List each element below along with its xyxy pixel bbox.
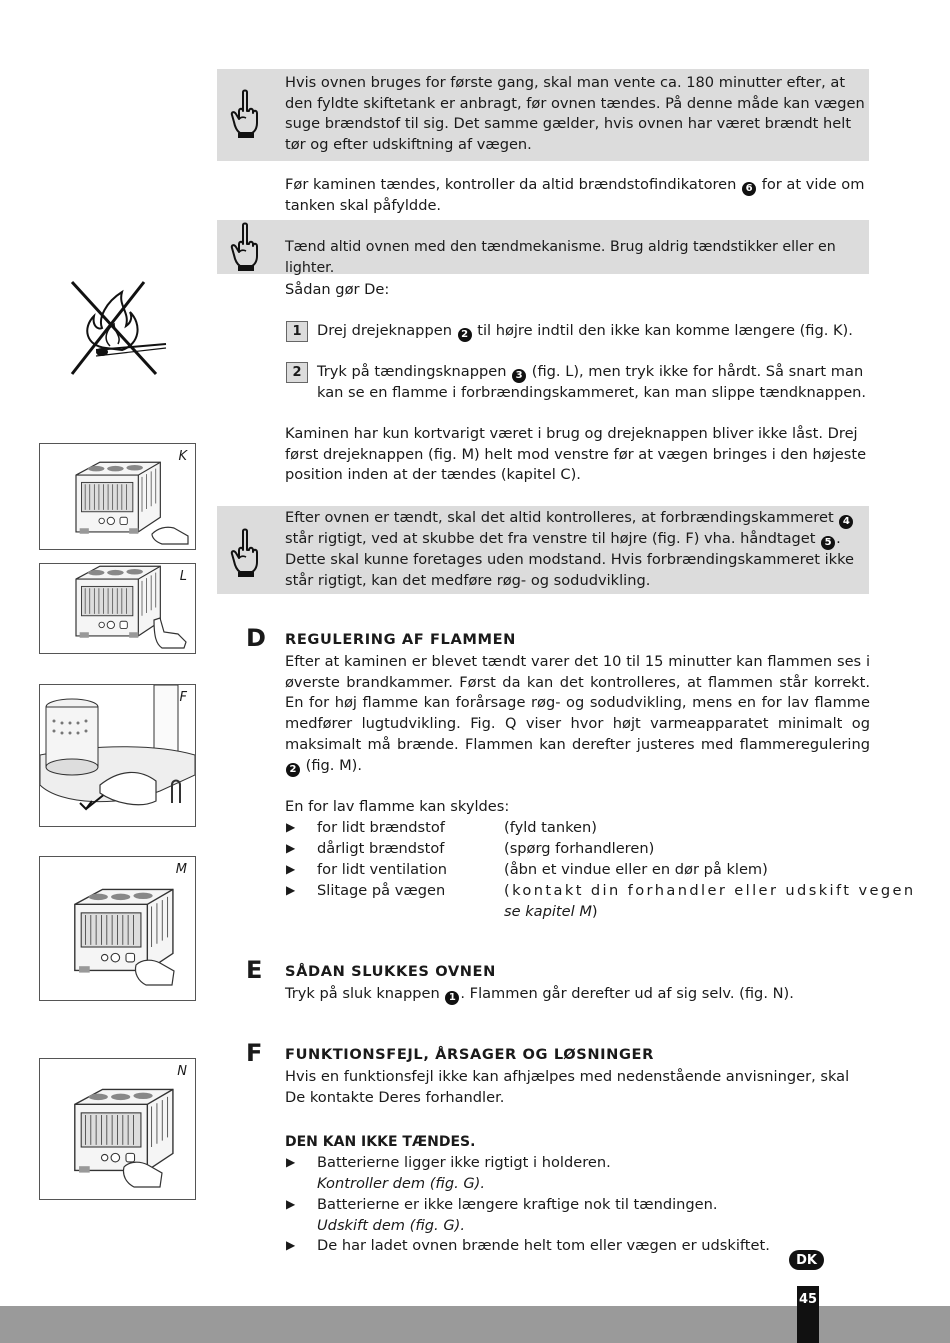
figure-n [39,1058,196,1200]
language-badge: DK [789,1250,824,1270]
section-e-pre: Tryk på sluk knappen [285,985,440,1002]
how-to-label: Sådan gør De: [285,281,390,298]
ref-number: 4 [839,515,853,529]
figure-m [39,856,196,1001]
step-number-box: 1 [286,321,308,342]
pointing-hand-icon [230,528,260,578]
note-first-use [217,69,869,161]
remedy-end: ) [591,902,598,920]
problem-item [317,1153,870,1194]
remedy-item: (fyld tanken) [504,819,597,836]
problem-item: De har ladet ovnen brænde helt tom eller vægen er udskiftet. [317,1237,770,1254]
section-title-e: SÅDAN SLUKKES OVNEN [285,963,496,980]
section-e-post: . Flammen går derefter ud af sig selv. (fig. N). [460,985,794,1002]
figure-label: K [178,449,187,464]
figure-f [39,684,196,827]
problem-text: Batterierne ligger ikke rigtigt i holderen. [317,1154,611,1171]
triangle-bullet-icon: ▶ [286,1238,296,1252]
section-title-f: FUNKTIONSFEJL, ÅRSAGER OG LØSNINGER [285,1046,654,1063]
step-1-pre: Drej drejeknappen [317,322,452,339]
para-check-pre: Før kaminen tændes, kontroller da altid brændstofindikatoren [285,176,737,193]
para-check-post: for at vide om tanken skal påfyldde. [285,176,865,214]
triangle-bullet-icon: ▶ [286,820,296,834]
section-d-text-post: (fig. M). [305,756,362,774]
pointing-hand-icon [230,222,260,272]
ref-number: 3 [512,369,526,383]
section-d-text [285,652,870,777]
ref-number: 2 [458,328,472,342]
hand-pressing-icon [148,616,188,650]
problem-item [317,1195,870,1236]
note-first-use-text: Hvis ovnen bruges for første gang, skal man vente ca. 180 minutter efter, at den fyldte skiftetank er anbragt, før ovnen tændes. På denne måde kan vægen suge brændstof til sig. Det samme gælder, hvis ovnen har været brændt helt tør og efter udskiftning af vægen. [285,74,865,154]
figure-label: N [177,1064,187,1079]
ref-number: 1 [445,991,459,1005]
ref-number: 6 [742,182,756,196]
note-ignition-text: Tænd altid ovnen med den tændmekanisme. Brug aldrig tændstikker eller en lighter. [285,239,836,276]
cause-item: for lidt ventilation [317,861,448,878]
note-combustion-chamber [217,506,869,594]
remedy-item: (spørg forhandleren) [504,840,655,857]
remedy-text: (kontakt din forhandler eller udskift vegen [504,882,916,899]
hand-pressing-icon [120,1157,164,1191]
section-f-text: Hvis en funktionsfejl ikke kan afhjælpes med nedenstående anvisninger, skal De kontakte Deres forhandler. [285,1068,850,1106]
para-check-indicator [285,175,870,217]
section-d-text-pre: Efter at kaminen er blevet tændt varer det 10 til 15 minutter kan flammen ses i øverste brandkammer. Først da kan det kontrolleres, at flammen står korrekt. En for høj flamme kan forårsage røg- og sodudvikling, mens en for lav flamme medfører lugtudvikling. Fig. Q viser hvor højt varmeapparatet minimalt og maksimalt må brænde. Flammen kan derefter justeres med flammeregulering [285,653,870,753]
figure-label: M [175,862,187,877]
remedy-item-wide [504,881,916,922]
section-f-subhead: DEN KAN IKKE TÆNDES. [285,1134,476,1150]
hand-pressing-icon [150,516,190,546]
note-combustion-text [285,508,869,591]
section-title-d: REGULERING AF FLAMMEN [285,631,516,648]
ref-number: 2 [286,763,300,777]
cause-item: for lidt brændstof [317,819,445,836]
problem-text: Batterierne er ikke længere kraftige nok til tændingen. [317,1196,718,1213]
cause-item: dårligt brændstof [317,840,445,857]
triangle-bullet-icon: ▶ [286,862,296,876]
remedy-item: (åbn et vindue eller en dør på klem) [504,861,768,878]
no-open-flame-icon [66,278,170,376]
low-flame-intro: En for lav flamme kan skyldes: [285,798,510,815]
section-letter-d: D [246,624,266,652]
step-1-post: til højre indtil den ikke kan komme længere (fig. K). [477,322,853,339]
remedy-ref [504,902,870,923]
figure-k [39,443,196,550]
section-letter-e: E [246,956,263,984]
pointing-hand-icon [230,89,260,139]
note-3-mid: står rigtigt, ved at skubbe det fra venstre til højre (fig. F) vha. håndtaget [285,530,816,547]
problem-remedy: Kontroller dem (fig. G). [317,1174,486,1192]
remedy-italic: se kapitel M [504,902,592,920]
problem-remedy: Udskift dem (fig. G). [317,1216,465,1234]
para-short-use: Kaminen har kun kortvarigt været i brug og drejeknappen bliver ikke låst. Drej først drejeknappen (fig. M) helt mod venstre før at vægen bringes i den højeste position inden at der tændes (kapitel C). [285,425,867,484]
step-1-text [317,321,870,342]
step-2-post: (fig. L), men tryk ikke for hårdt. Så snart man kan se en flamme i forbrændingskammeret, kan man slippe tændknappen. [317,363,867,401]
section-letter-f: F [246,1039,263,1067]
step-2-pre: Tryk på tændingsknappen [317,363,507,380]
combustion-chamber-illustration [40,685,195,826]
note-3-pre: Efter ovnen er tændt, skal det altid kontrolleres, at forbrændingskammeret [285,509,834,526]
ref-number: 5 [821,536,835,550]
figure-label: F [179,690,187,705]
section-e-text [285,984,870,1005]
triangle-bullet-icon: ▶ [286,883,296,897]
triangle-bullet-icon: ▶ [286,841,296,855]
step-2-text [317,362,870,404]
figure-l [39,563,196,654]
step-number-box: 2 [286,362,308,383]
triangle-bullet-icon: ▶ [286,1197,296,1211]
note-3-post: . Dette skal kunne foretages uden modstand. Hvis forbrændingskammeret ikke står rigtigt, kan det medføre røg- og sodudvikling. [285,530,855,589]
page-number: 45 [798,1292,818,1307]
cause-item: Slitage på vægen [317,882,446,899]
hand-turning-icon [132,955,176,989]
figure-label: L [179,569,187,584]
note-ignition [217,220,869,274]
triangle-bullet-icon: ▶ [286,1155,296,1169]
